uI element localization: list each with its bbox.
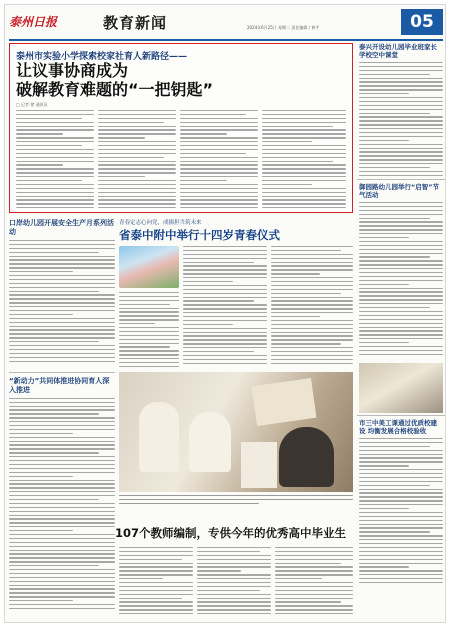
lead-headline-line2: 破解教育难题的“一把钥匙” bbox=[16, 80, 214, 99]
lead-text-col-2 bbox=[98, 110, 176, 208]
sidebar-article-2 bbox=[359, 183, 443, 362]
middle-kicker: 青春定志心向党，成揚担当筑未来 bbox=[119, 220, 202, 226]
middle-headline: 省泰中附中举行十四岁青春仪式 bbox=[119, 228, 280, 242]
newspaper-page bbox=[4, 4, 446, 623]
left-divider bbox=[9, 372, 115, 373]
page-number: 05 bbox=[401, 9, 443, 35]
middle-text-col-1 bbox=[119, 292, 179, 368]
sidebar-divider-2 bbox=[357, 415, 445, 416]
bottom-text-col-2 bbox=[197, 547, 271, 619]
sidebar-headline-1: 泰兴开设幼儿园毕业班家长学校空中课堂 bbox=[359, 43, 437, 59]
left-headline-1: 口岸幼儿园开展安全生产月系列活动 bbox=[9, 219, 114, 236]
issue-info: 2024年6月25日 星期二 责任编辑 / 黄平 bbox=[247, 25, 320, 30]
lead-headline-line1: 让议事协商成为 bbox=[16, 61, 129, 80]
middle-text-col-3 bbox=[271, 246, 353, 368]
sidebar-headline-2: 御园路幼儿园举行“启智”节气活动 bbox=[359, 183, 440, 199]
sidebar-divider-1 bbox=[357, 179, 445, 180]
masthead bbox=[9, 9, 443, 39]
sidebar-photo bbox=[359, 363, 443, 413]
newspaper-logo: 泰州日报 bbox=[9, 15, 58, 29]
header-rule bbox=[9, 39, 443, 41]
sidebar-headline-3: 市三中美工课通过优质校建设 均衡发展合格校验收 bbox=[359, 419, 437, 435]
sidebar-article-3 bbox=[359, 419, 443, 598]
bottom-text-col-1 bbox=[119, 547, 193, 619]
lead-text-col-1 bbox=[16, 110, 94, 208]
left-column bbox=[9, 219, 115, 620]
lead-subtitle: 泰州市实验小学探索校家社育人新路径—— bbox=[16, 52, 188, 62]
lead-byline: □ 记者 徐 通讯员 bbox=[16, 102, 48, 107]
lead-article bbox=[9, 43, 353, 213]
section-title: 教育新闻 bbox=[103, 14, 168, 32]
bottom-headline: 107个教师编制，专供今年的优秀高中毕业生 bbox=[115, 526, 347, 540]
left-headline-2: “新动力”共同体推进协同育人深入推进 bbox=[9, 376, 110, 394]
middle-text-col-2 bbox=[183, 246, 267, 368]
calligraphy-photo bbox=[119, 372, 353, 492]
sidebar-article-1 bbox=[359, 43, 443, 182]
lead-text-col-4 bbox=[262, 110, 346, 208]
lead-headline bbox=[16, 61, 346, 99]
bottom-text-col-3 bbox=[275, 547, 353, 619]
photo-caption bbox=[119, 495, 353, 517]
lead-text-col-3 bbox=[180, 110, 258, 208]
ceremony-photo bbox=[119, 246, 179, 288]
